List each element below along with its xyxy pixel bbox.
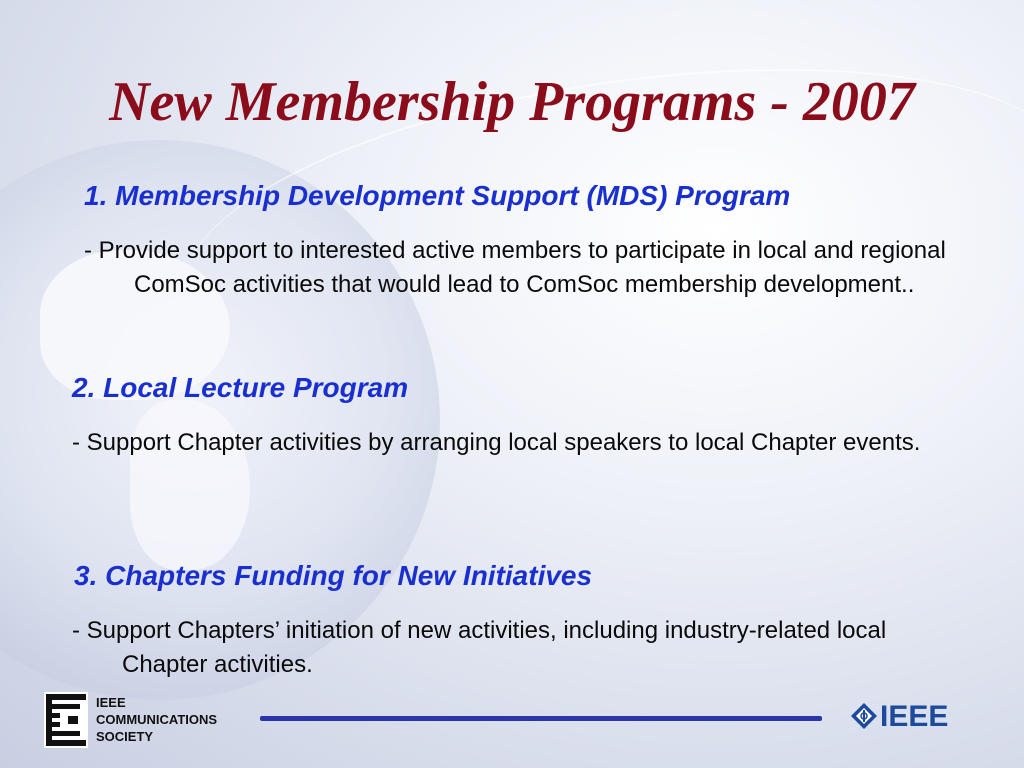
society-line-3: SOCIETY bbox=[96, 729, 154, 744]
footer-divider bbox=[260, 716, 822, 721]
society-line-1: IEEE bbox=[96, 695, 126, 710]
section-1-body: - Provide support to interested active members to participate in local and regional ComSoc activities that would lead to ComSoc membership development.. bbox=[84, 237, 946, 298]
ieee-diamond-icon bbox=[850, 702, 878, 730]
ieee-logo bbox=[850, 700, 962, 736]
section-1-heading: 1. Membership Development Support (MDS) Program bbox=[84, 180, 791, 211]
slide-title: New Membership Programs - 2007 bbox=[109, 71, 915, 133]
society-line-2: COMMUNICATIONS bbox=[96, 712, 218, 727]
ieee-logo-text: IEEE bbox=[880, 700, 949, 733]
section-3-heading: 3. Chapters Funding for New Initiatives bbox=[74, 560, 593, 591]
section-2-heading: 2. Local Lecture Program bbox=[72, 372, 409, 403]
comsoc-society-name bbox=[96, 694, 217, 745]
section-2-body: - Support Chapter activities by arranging local speakers to local Chapter events. bbox=[72, 429, 921, 456]
comsoc-logo-icon bbox=[44, 692, 88, 748]
section-3-body: - Support Chapters’ initiation of new activities, including industry-related local Chapter activities. bbox=[72, 617, 887, 678]
